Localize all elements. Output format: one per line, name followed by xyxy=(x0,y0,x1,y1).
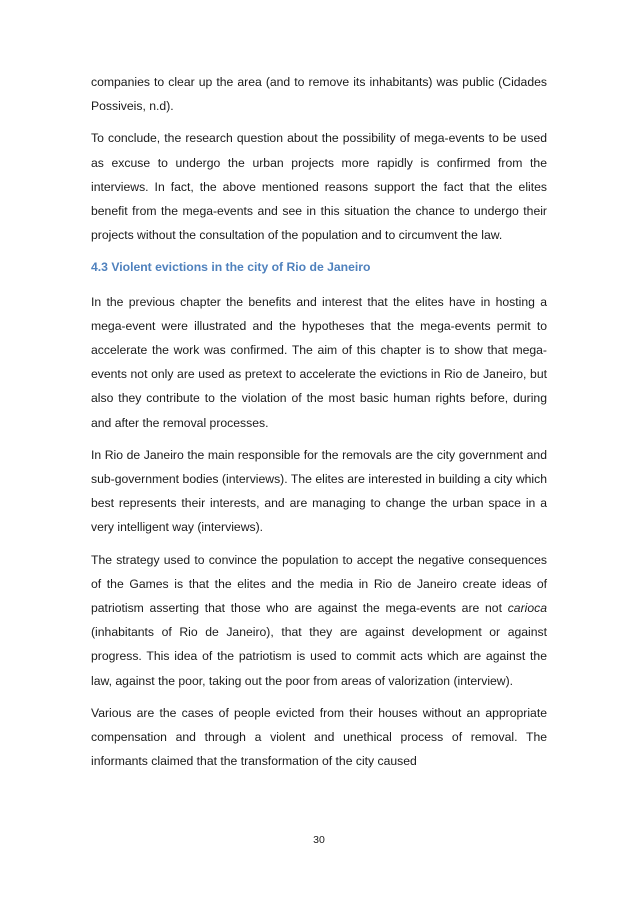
paragraph-3: In the previous chapter the benefits and interest that the elites have in hosting a mega-event were illustrated and the hypotheses that the mega-events permit to accelerate the work was confirmed. The aim of this chapter is to show that mega-events not only are used as pretext to accelerate the evictions in Rio de Janeiro, but also they contribute to the violation of the most basic human rights before, during and after the removal processes. xyxy=(91,294,547,430)
paragraph-6: Various are the cases of people evicted from their houses without an appropriate compensation and through a violent and unethical process of removal. The informants claimed that the transformation of the city caused xyxy=(91,705,547,769)
paragraph-2: To conclude, the research question about the possibility of mega-events to be used as excuse to undergo the urban projects more rapidly is confirmed from the interviews. In fact, the above mentioned reasons support the fact that the elites benefit from the mega-events and see in this situation the chance to undergo their projects without the consultation of the population and to circumvent the law. xyxy=(91,131,547,243)
section-heading: 4.3 Violent evictions in the city of Rio de Janeiro xyxy=(91,260,371,275)
paragraph-5-part-a: The strategy used to convince the population to accept the negative consequences of the Games is that the elites and the media in Rio de Janeiro create ideas of patriotism asserting that those who are against the mega-events are not xyxy=(91,552,547,616)
paragraph-5 xyxy=(91,548,547,693)
paragraph-5-italic-term: carioca xyxy=(507,601,547,616)
paragraph-5-part-b: (inhabitants of Rio de Janeiro), that they are against development or against progress. This idea of the patriotism is used to commit acts which are against the law, against the poor, taking out the poor from areas of valorization (interview). xyxy=(91,625,547,688)
page-number: 30 xyxy=(313,834,325,846)
page-body xyxy=(91,70,547,781)
paragraph-1: companies to clear up the area (and to remove its inhabitants) was public (Cidades Possiveis, n.d). xyxy=(91,75,547,114)
paragraph-4: In Rio de Janeiro the main responsible for the removals are the city government and sub-government bodies (interviews). The elites are interested in building a city which best represents their interests, and are managing to change the urban space in a very intelligent way (interviews). xyxy=(91,447,547,535)
